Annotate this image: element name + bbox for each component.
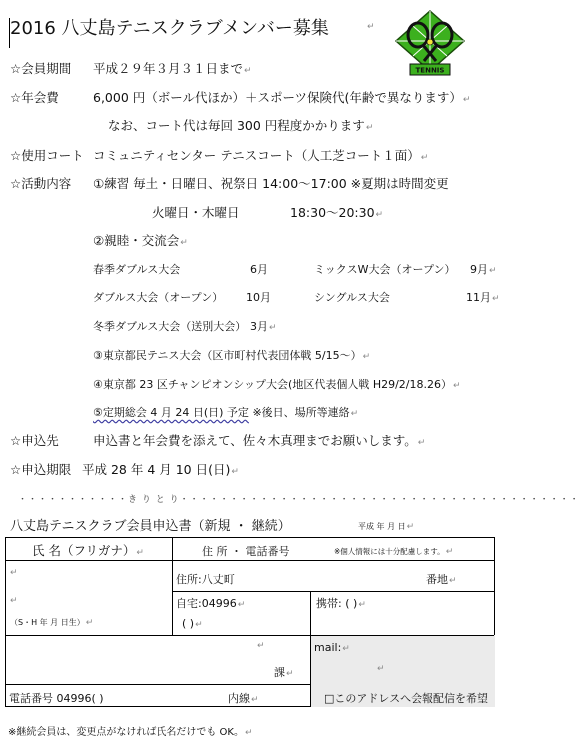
- info-value-court: コミュニティセンター テニスコート（人工芝コート１面）↵: [93, 148, 429, 163]
- tournament-4: ④東京都 23 区チャンピオンシップ大会(地区代表個人戦 H29/2/18.26）↵: [93, 378, 461, 391]
- cut-line: ・・・・・・・・・・・き り と り・・・・・・・・・・・・・・・・・・・・・・・・・・・・・・・・・・・・・・・・: [18, 495, 580, 505]
- work-phone-field[interactable]: 電話番号 04996( ): [9, 692, 104, 705]
- event-month: 6月: [250, 263, 268, 276]
- practice-weekday: 火曜日・木曜日: [152, 205, 240, 220]
- event-month: 3月↵: [250, 320, 277, 333]
- deadline-label: ☆申込期限: [10, 462, 72, 477]
- footer-note: ※継続会員は、変更点がなければ氏名だけでも OK。↵: [8, 727, 253, 738]
- mail-field[interactable]: mail:↵: [314, 641, 350, 654]
- dept-field[interactable]: 課↵: [274, 666, 294, 679]
- col-name-header: 氏 名（フリガナ）↵: [32, 543, 144, 558]
- mobile-phone-field[interactable]: 携帯: ( )↵: [316, 597, 366, 610]
- paragraph-mark: ↵: [377, 664, 385, 674]
- event-month-2: 9月↵: [470, 263, 497, 276]
- event-name-2: ミックスW大会（オープン）: [314, 263, 456, 276]
- form-date: 平成 年 月 日↵: [358, 522, 415, 532]
- tennis-logo-icon: [392, 9, 468, 77]
- event-month: 10月: [246, 291, 271, 304]
- practice-weekday-time: 18:30～20:30↵: [290, 205, 384, 220]
- info-label-fee: ☆年会費: [10, 90, 59, 105]
- home-phone-paren: ( )↵: [182, 617, 203, 630]
- logo-text: TENNIS: [415, 66, 445, 75]
- extension-field[interactable]: 内線↵: [228, 692, 259, 705]
- paragraph-mark: ↵: [10, 568, 18, 578]
- info-value-fee: 6,000 円（ボール代ほか）＋スポーツ保険代(年齢で異なります）↵: [93, 90, 471, 105]
- address-field[interactable]: 住所:八丈町: [176, 573, 235, 586]
- tournament-3: ③東京都民テニス大会（区市町村代表団体戦 5/15～）↵: [93, 349, 371, 362]
- apply-label: ☆申込先: [10, 433, 59, 448]
- application-form: [5, 537, 495, 707]
- paragraph-mark: ↵: [367, 22, 375, 32]
- apply-value: 申込書と年会費を添えて、佐々木真理までお願いします。↵: [93, 433, 426, 448]
- deadline-value: 平成 28 年 4 月 10 日(日)↵: [82, 462, 239, 477]
- page-title: 2016 八丈島テニスクラブメンバー募集: [10, 18, 329, 39]
- col-address-header: 住 所 ・ 電話番号: [202, 545, 290, 558]
- general-meeting: ⑤定期総会 4 月 24 日(日) 予定 ※後日、場所等連絡↵: [93, 406, 359, 419]
- home-phone-field[interactable]: 自宅:04996↵: [176, 597, 246, 610]
- info-label-activity: ☆活動内容: [10, 176, 72, 191]
- event-name: 春季ダブルス大会: [93, 263, 181, 276]
- birth-date-field[interactable]: （S・H 年 月 日生）↵: [10, 618, 94, 628]
- social-header: ②親睦・交流会↵: [93, 233, 188, 248]
- address-suffix: 番地↵: [426, 573, 457, 586]
- mail-opt-in-checkbox[interactable]: □このアドレスへ会報配信を希望: [324, 692, 489, 705]
- event-name: 冬季ダブルス大会（送別大会）: [93, 320, 247, 333]
- paragraph-mark: ↵: [10, 596, 18, 606]
- form-title: 八丈島テニスクラブ会員申込書（新規 ・ 継続）: [10, 519, 291, 534]
- info-label-court: ☆使用コート: [10, 148, 84, 163]
- event-name: ダブルス大会（オープン）: [93, 291, 224, 304]
- info-value-court-fee: なお、コート代は毎回 300 円程度かかります↵: [108, 118, 374, 133]
- privacy-note: ※個人情報には十分配慮します。↵: [334, 547, 454, 557]
- event-month-2: 11月↵: [466, 291, 500, 304]
- info-value-period: 平成２９年３月３１日まで↵: [93, 61, 252, 76]
- event-name-2: シングルス大会: [314, 291, 390, 304]
- paragraph-mark: ↵: [257, 641, 265, 651]
- info-label-period: ☆会員期間: [10, 61, 72, 76]
- info-value-practice: ①練習 毎土・日曜日、祝祭日 14:00～17:00 ※夏期は時間変更: [93, 176, 449, 191]
